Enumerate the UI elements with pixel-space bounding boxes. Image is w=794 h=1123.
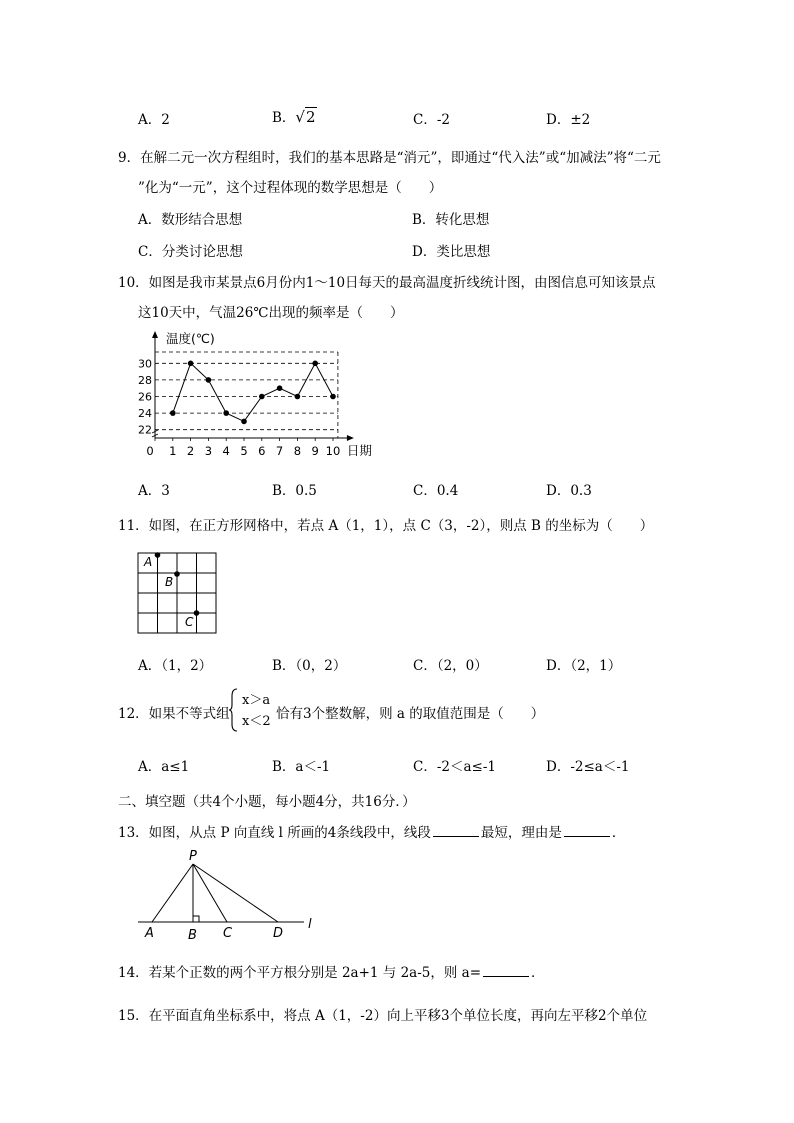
label-a: A — [145, 926, 154, 941]
label-l: l — [308, 917, 312, 932]
point-b — [174, 571, 180, 577]
q11-option-a: A．（1，2） — [138, 658, 213, 674]
point-line-figure — [134, 846, 324, 942]
data-point — [312, 361, 318, 367]
label-d: D — [273, 926, 284, 941]
y-tick-label: 22 — [138, 423, 152, 437]
q14-part1: 14．若某个正数的两个平方根分别是 2a+1 与 2a-5，则 a= — [118, 965, 482, 981]
temperature-line-chart — [128, 325, 388, 465]
x-tick-label: 10 — [325, 444, 341, 458]
y-tick-label: 26 — [138, 390, 152, 404]
label-b: B — [165, 575, 174, 589]
y-tick-label: 28 — [138, 373, 152, 387]
q9-option-c: C．分类讨论思想 — [138, 244, 243, 260]
y-tick-label: 30 — [138, 357, 152, 371]
q10-option-d: D．0.3 — [546, 483, 592, 499]
label-c: C — [185, 615, 194, 629]
q10-option-a: A．3 — [138, 483, 170, 499]
x-tick-label: 7 — [275, 444, 284, 458]
point-c — [194, 610, 200, 616]
x-tick-label: 3 — [204, 444, 213, 458]
q9-stem-line2: ”化为“一元”，这个过程体现的数学思想是（ ） — [138, 180, 443, 196]
q14-stem — [118, 961, 545, 981]
x-tick-label: 1 — [169, 444, 177, 458]
label-a: A — [144, 555, 153, 569]
q13-stem — [118, 821, 625, 841]
x-tick-label: 8 — [293, 444, 302, 458]
brace-icon — [228, 688, 238, 732]
q13-part1: 13．如图，从点 P 向直线 l 所画的4条线段中，线段 — [118, 825, 431, 841]
answer-blank[interactable] — [483, 964, 529, 977]
answer-blank[interactable] — [564, 824, 610, 837]
square-grid-figure — [136, 550, 220, 636]
q11-option-d: D．（2，1） — [546, 658, 622, 674]
y-axis-arrow — [152, 331, 158, 338]
q9-option-a: A．数形结合思想 — [138, 212, 243, 228]
q8-option-b — [272, 106, 317, 126]
right-angle-mark — [193, 916, 199, 922]
q9-stem-line1: 9．在解二元一次方程组时，我们的基本思路是“消元”，即通过“代入法”或“加减法”将“二元 — [118, 150, 661, 166]
q14-part2: ． — [531, 965, 545, 981]
x-tick-label: 5 — [240, 444, 248, 458]
inequality-line2: x＜2 — [242, 714, 271, 729]
q10-stem-line1: 10．如图是我市某景点6月份内1～10日每天的最高温度折线统计图，由图信息可知该景点 — [118, 275, 656, 291]
q9-option-d: D．类比思想 — [412, 244, 491, 260]
y-tick-label: 24 — [138, 407, 152, 421]
data-point — [223, 410, 229, 416]
q15-stem: 15．在平面直角坐标系中，将点 A（1，-2）向上平移3个单位长度，再向左平移2个单位 — [118, 1008, 648, 1024]
segment-pd — [193, 864, 278, 922]
q10-option-c: C．0.4 — [413, 483, 459, 499]
x-axis-arrow — [347, 435, 354, 441]
data-point — [259, 394, 265, 400]
data-point — [188, 361, 194, 367]
sqrt-symbol: √2 — [295, 108, 316, 126]
segment-pc — [193, 864, 227, 922]
q12-stem-suffix: 恰有3个整数解，则 a 的取值范围是（ ） — [276, 706, 545, 722]
q12-option-a: A．a≤1 — [138, 759, 190, 775]
q10-option-b: B．0.5 — [272, 483, 317, 499]
q11-stem: 11．如图，在正方形网格中，若点 A（1，1），点 C（3，-2），则点 B 的坐标为（ ） — [118, 518, 654, 534]
q8-option-b-prefix: B． — [272, 110, 296, 126]
data-point — [206, 377, 212, 383]
data-point — [277, 385, 283, 391]
data-point — [295, 394, 301, 400]
label-c: C — [223, 926, 233, 941]
inequality-line1: x＞a — [242, 693, 271, 708]
q12-option-c: C．-2＜a≤-1 — [413, 759, 496, 775]
y-axis-label: 温度(℃) — [166, 331, 215, 346]
q12-stem-prefix: 12．如果不等式组 — [118, 706, 230, 722]
section-2-heading: 二、填空题（共4个小题，每小题4分，共16分．） — [118, 794, 416, 810]
label-b: B — [188, 928, 197, 942]
q13-part2: 最短，理由是 — [480, 825, 562, 841]
q8-option-b-radicand: 2 — [305, 108, 316, 126]
q13-part3: ． — [611, 825, 626, 841]
x-tick-label: 6 — [258, 444, 266, 458]
q8-option-a: A．2 — [138, 112, 170, 128]
q8-option-c: C．-2 — [413, 112, 450, 128]
q12-option-b: B．a＜-1 — [272, 759, 331, 775]
q9-option-b: B．转化思想 — [412, 212, 490, 228]
segment-pa — [152, 864, 193, 922]
x-tick-label: 0 — [146, 444, 154, 458]
x-axis-label: 日期 — [346, 443, 372, 458]
series-line — [173, 363, 333, 421]
inequality-system — [228, 688, 280, 732]
q11-option-c: C．（2，0） — [413, 658, 488, 674]
data-point — [170, 410, 176, 416]
x-tick-label: 4 — [222, 444, 230, 458]
data-point — [241, 419, 247, 425]
q12-option-d: D．-2≤a＜-1 — [546, 759, 630, 775]
q10-stem-line2: 这10天中，气温26℃出现的频率是（ ） — [138, 305, 404, 321]
label-p: P — [189, 849, 197, 864]
answer-blank[interactable] — [433, 824, 479, 837]
q8-option-d: D．±2 — [546, 112, 591, 128]
point-a — [155, 552, 161, 558]
q11-option-b: B．（0，2） — [272, 658, 347, 674]
data-point — [330, 394, 336, 400]
x-tick-label: 2 — [186, 444, 195, 458]
x-tick-label: 9 — [311, 444, 319, 458]
